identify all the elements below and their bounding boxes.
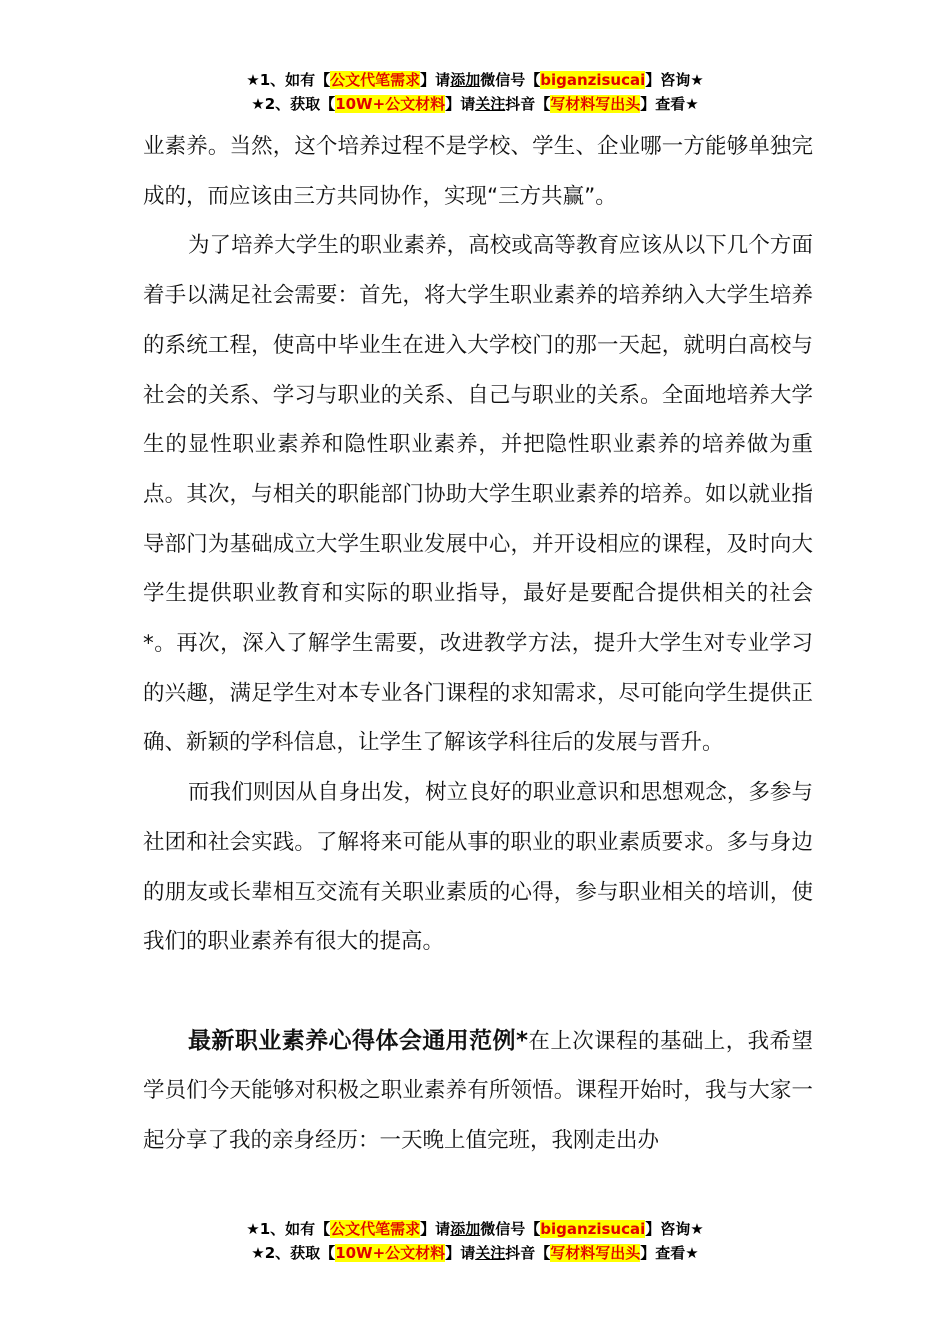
banner-highlight: biganzisucai	[540, 71, 646, 89]
banner-line-1	[0, 68, 950, 92]
bottom-banner	[0, 1217, 950, 1265]
paragraph-gap	[143, 967, 813, 1017]
banner-highlight: 10W+公文材料	[335, 1244, 446, 1262]
section-heading: 最新职业素养心得体会通用范例*	[188, 1027, 528, 1054]
paragraph-4	[143, 1017, 813, 1166]
banner-line-2	[0, 1241, 950, 1265]
banner-text: ★1、如有【	[246, 1220, 331, 1238]
banner-text: 】查看★	[640, 95, 699, 113]
banner-highlight: 写材料写出头	[550, 1244, 641, 1262]
paragraph-3: 而我们则因从自身出发，树立良好的职业意识和思想观念，多参与社团和社会实践。了解将来可能从事的职业的职业素质要求。多与身边的朋友或长辈相互交流有关职业素质的心得，参与职业相关的培训，使我们的职业素养有很大的提高。	[143, 780, 813, 955]
banner-highlight: 10W+公文材料	[335, 95, 446, 113]
banner-highlight: 公文代笔需求	[330, 1220, 421, 1238]
paragraph-2: 为了培养大学生的职业素养，高校或高等教育应该从以下几个方面着手以满足社会需要：首先，将大学生职业素养的培养纳入大学生培养的系统工程，使高中毕业生在进入大学校门的那一天起，就明白高校与社会的关系、学习与职业的关系、自己与职业的关系。全面地培养大学生的显性职业素养和隐性职业素养，并把隐性职业素养的培养做为重点。其次，与相关的职能部门协助大学生职业素养的培养。如以就业指导部门为基础成立大学生职业发展中心，并开设相应的课程，及时向大学生提供职业教育和实际的职业指导，最好是要配合提供相关的社会*。再次，深入了解学生需要，改进教学方法，提升大学生对专业学习的兴趣，满足学生对本专业各门课程的求知需求，尽可能向学生提供正确、新颖的学科信息，让学生了解该学科往后的发展与晋升。	[143, 233, 813, 756]
banner-text: 抖音【	[505, 95, 551, 113]
banner-text: 抖音【	[505, 1244, 551, 1262]
banner-text: 】查看★	[640, 1244, 699, 1262]
banner-text: 】咨询★	[645, 71, 704, 89]
paragraph-4-text: 在上次课程的基础上，我希望学员们今天能够对积极之职业素养有所领悟。课程开始时，我与大家一起分享了我的亲身经历：一天晚上值完班，我刚走出办	[143, 1028, 813, 1154]
top-banner	[0, 68, 950, 116]
banner-highlight: 写材料写出头	[550, 95, 641, 113]
paragraph-1: 业素养。当然，这个培养过程不是学校、学生、企业哪一方能够单独完成的，而应该由三方共同协作，实现“三方共赢”。	[143, 134, 813, 209]
banner-text: 微信号【	[480, 71, 541, 89]
banner-line-1	[0, 1217, 950, 1241]
banner-underline: 关注	[475, 1244, 506, 1262]
banner-text: ★2、获取【	[251, 95, 336, 113]
banner-text: 】咨询★	[645, 1220, 704, 1238]
banner-highlight: 公文代笔需求	[330, 71, 421, 89]
banner-text: 】请	[445, 1244, 476, 1262]
banner-text: 】请	[445, 95, 476, 113]
document-body	[143, 122, 813, 1166]
banner-text: 微信号【	[480, 1220, 541, 1238]
banner-text: ★2、获取【	[251, 1244, 336, 1262]
banner-underline: 添加	[450, 71, 481, 89]
banner-highlight: biganzisucai	[540, 1220, 646, 1238]
banner-underline: 关注	[475, 95, 506, 113]
banner-text: 】请	[420, 71, 451, 89]
banner-underline: 添加	[450, 1220, 481, 1238]
banner-line-2	[0, 92, 950, 116]
banner-text: ★1、如有【	[246, 71, 331, 89]
banner-text: 】请	[420, 1220, 451, 1238]
